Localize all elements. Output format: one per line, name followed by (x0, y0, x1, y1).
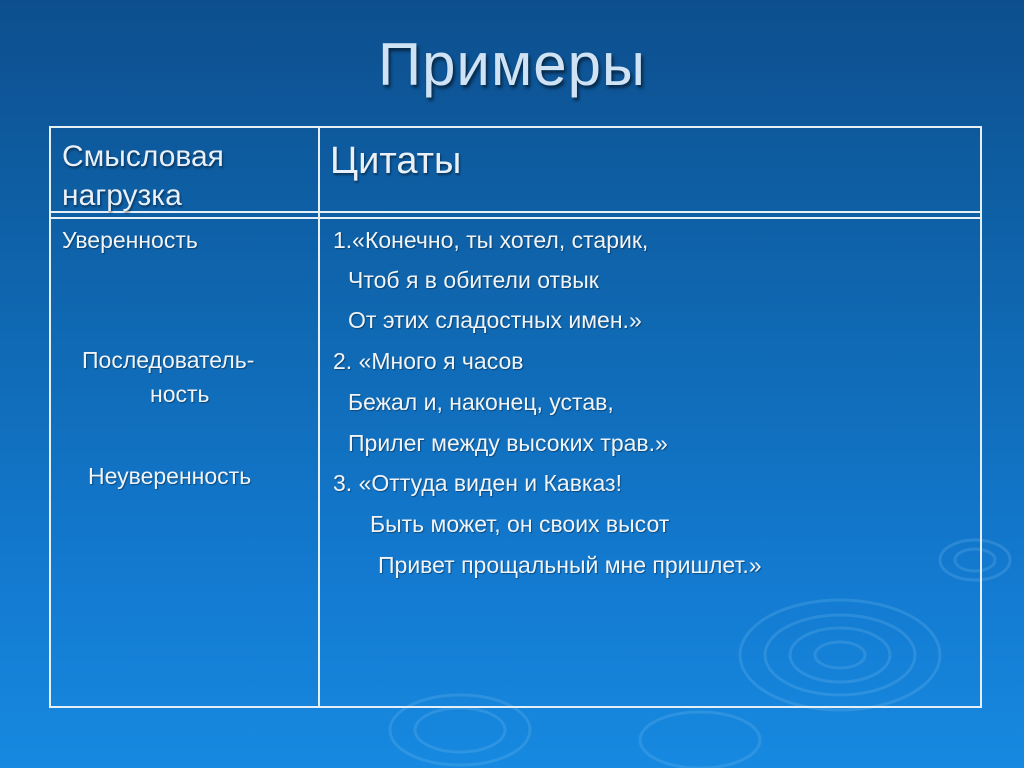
meaning-uncertainty: Неуверенность (88, 463, 252, 489)
quote-line: 2. «Много я часов (333, 348, 524, 374)
quote-line: Быть может, он своих высот (370, 511, 670, 537)
meaning-confidence: Уверенность (62, 227, 198, 253)
header-quotes: Цитаты (330, 140, 462, 182)
quote-line: Прилег между высоких трав.» (348, 430, 668, 456)
meaning-consistency-line-1: Последователь- (82, 347, 255, 373)
quote-line: Чтоб я в обители отвык (348, 267, 599, 293)
quote-line: От этих сладостных имен.» (348, 307, 642, 333)
meaning-consistency-line-2: ность (150, 381, 210, 407)
quote-line: Привет прощальный мне пришлет.» (378, 552, 762, 578)
header-meaning (62, 137, 312, 215)
quote-line: Бежал и, наконец, устав, (348, 389, 614, 415)
slide-title: Примеры (377, 31, 647, 98)
header-meaning-line-1: Смысловая (62, 140, 224, 173)
header-meaning-line-2: нагрузка (62, 179, 182, 212)
header-divider-bottom (49, 217, 982, 219)
quote-line: 3. «Оттуда виден и Кавказ! (333, 470, 622, 496)
table-column-divider (318, 126, 320, 708)
quote-line: 1.«Конечно, ты хотел, старик, (333, 227, 649, 253)
